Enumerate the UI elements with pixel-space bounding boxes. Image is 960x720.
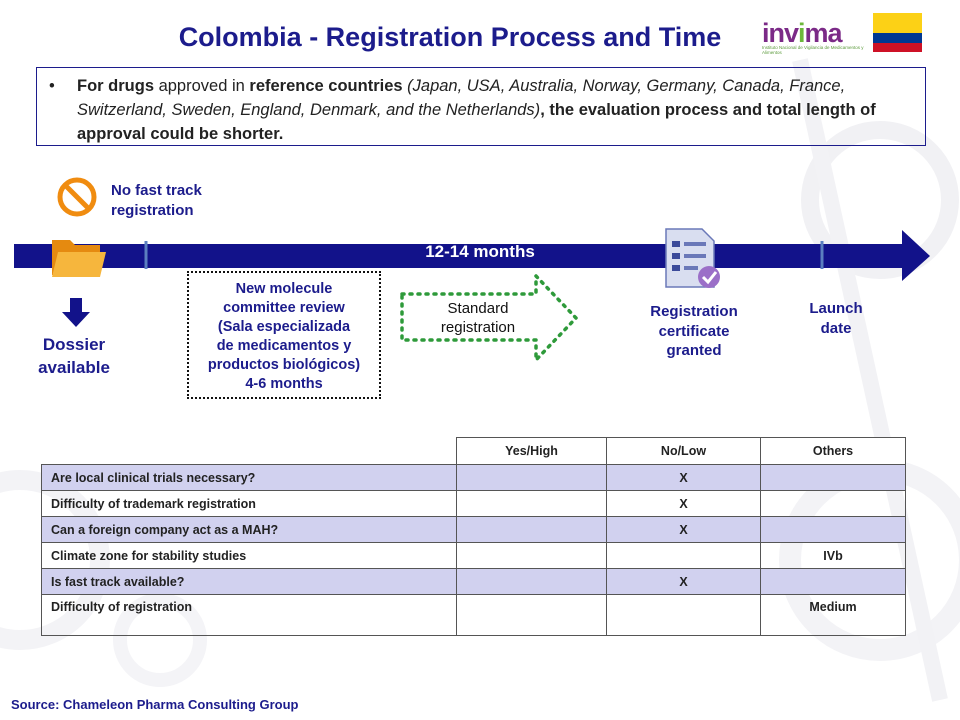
table-header-row [42, 438, 906, 465]
registration-criteria-table [41, 437, 906, 636]
header-others: Others [761, 438, 906, 465]
row-yes-cell [457, 517, 607, 543]
row-question: Difficulty of trademark registration [42, 491, 457, 517]
row-yes-cell [457, 465, 607, 491]
new-molecule-label: New molecule committee review (Sala especializada de medicamentos y productos biológicos) 4-6 months [207, 281, 361, 392]
row-question: Difficulty of registration [42, 595, 457, 636]
row-other-cell [761, 491, 906, 517]
row-no-cell [607, 543, 761, 569]
row-yes-cell [457, 543, 607, 569]
row-yes-cell [457, 569, 607, 595]
row-question: Is fast track available? [42, 569, 457, 595]
launch-date-label: Launch date [809, 300, 863, 337]
no-fast-track-label: No fast track registration [111, 182, 202, 219]
folder-icon [50, 234, 108, 280]
down-arrow-icon [61, 298, 91, 328]
header-no-low: No/Low [607, 438, 761, 465]
row-question: Climate zone for stability studies [42, 543, 457, 569]
invima-logo: invima [762, 18, 842, 48]
row-no-cell: X [607, 491, 761, 517]
row-no-cell: X [607, 465, 761, 491]
row-yes-cell [457, 595, 607, 636]
table-row [42, 517, 906, 543]
no-entry-icon [56, 176, 98, 218]
table-row [42, 569, 906, 595]
row-other-cell [761, 569, 906, 595]
table-row [42, 491, 906, 517]
standard-registration-label: Standard registration [440, 300, 516, 336]
page-title: Colombia - Registration Process and Time [178, 22, 722, 52]
row-no-cell [607, 595, 761, 636]
dossier-label: Dossier available [38, 335, 110, 377]
row-question: Are local clinical trials necessary? [42, 465, 457, 491]
row-other-cell [761, 465, 906, 491]
table-row [42, 465, 906, 491]
table-row [42, 543, 906, 569]
duration-label: 12-14 months [425, 242, 535, 261]
intro-note: • For drugs approved in reference countries (Japan, USA, Australia, Norway, Germany, Canada, France, Switzerland, Sweden, England, Denmark, and the Netherlands), the evaluation process and total length of approval could be shorter. [36, 67, 926, 146]
row-no-cell: X [607, 569, 761, 595]
row-no-cell: X [607, 517, 761, 543]
certificate-icon [664, 227, 726, 293]
registration-certificate-label: Registration certificate granted [650, 303, 738, 359]
invima-logo-subtitle: Instituto Nacional de Vigilancia de Medicamentos y Alimentos [762, 45, 864, 55]
header-blank-cell [42, 438, 457, 465]
row-question: Can a foreign company act as a MAH? [42, 517, 457, 543]
header-yes-high: Yes/High [457, 438, 607, 465]
row-other-cell: Medium [761, 595, 906, 636]
source-footnote: Source: Chameleon Pharma Consulting Group [11, 697, 299, 712]
table-row [42, 595, 906, 636]
colombia-flag-icon [873, 13, 922, 52]
row-yes-cell [457, 491, 607, 517]
row-other-cell: IVb [761, 543, 906, 569]
bullet-dot: • [49, 77, 55, 95]
row-other-cell [761, 517, 906, 543]
